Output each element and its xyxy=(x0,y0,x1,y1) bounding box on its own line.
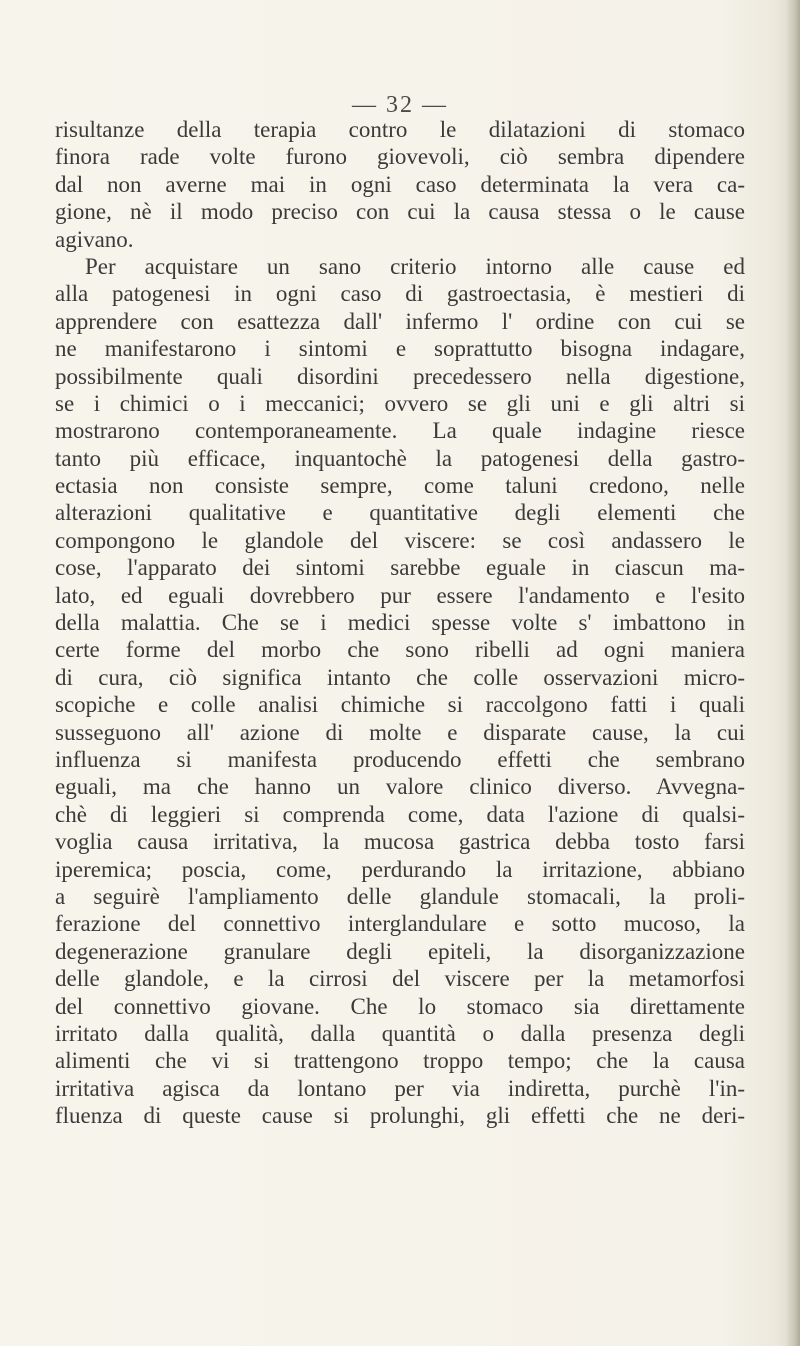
text-line: irritato dalla qualità, dalla quantità o dalla presenza degli xyxy=(55,1020,745,1046)
text-line: della malattia. Che se i medici spesse volte s' imbattono in xyxy=(55,610,745,636)
text-line: degenerazione granulare degli epiteli, la disorganizzazione xyxy=(55,938,745,964)
text-line: delle glandole, e la cirrosi del viscere per la metamorfosi xyxy=(55,966,745,992)
text-line: certe forme del morbo che sono ribelli ad ogni maniera xyxy=(55,637,745,663)
text-line: del connettivo giovane. Che lo stomaco sia direttamente xyxy=(55,993,745,1019)
body-text xyxy=(55,116,745,1129)
text-line: irritativa agisca da lontano per via indiretta, purchè l'in- xyxy=(55,1075,745,1101)
text-line: gione, nè il modo preciso con cui la causa stessa o le cause xyxy=(55,199,745,225)
text-line: fluenza di queste cause si prolunghi, gli effetti che ne deri- xyxy=(55,1103,745,1129)
text-line: lato, ed eguali dovrebbero pur essere l'andamento e l'esito xyxy=(55,582,745,608)
text-line: dal non averne mai in ogni caso determinata la vera ca- xyxy=(55,171,745,197)
text-line: voglia causa irritativa, la mucosa gastrica debba tosto farsi xyxy=(55,829,745,855)
text-line: ferazione del connettivo interglandulare e sotto mucoso, la xyxy=(55,911,745,937)
text-line: alimenti che vi si trattengono troppo tempo; che la causa xyxy=(55,1048,745,1074)
text-line: a seguirè l'ampliamento delle glandule stomacali, la proli- xyxy=(55,883,745,909)
text-line: mostrarono contemporaneamente. La quale indagine riesce xyxy=(55,418,745,444)
text-line: Per acquistare un sano criterio intorno alle cause ed xyxy=(85,253,745,279)
text-line: risultanze della terapia contro le dilatazioni di stomaco xyxy=(55,117,745,142)
text-line: se i chimici o i meccanici; ovvero se gli uni e gli altri si xyxy=(55,390,745,416)
text-line: cose, l'apparato dei sintomi sarebbe eguale in ciascun ma- xyxy=(55,555,745,581)
text-line: possibilmente quali disordini precedessero nella digestione, xyxy=(55,363,745,389)
text-line: agivano. xyxy=(55,226,134,252)
text-line: chè di leggieri si comprenda come, data l'azione di qualsi- xyxy=(55,801,745,827)
text-line: finora rade volte furono giovevoli, ciò sembra dipendere xyxy=(55,144,745,170)
text-line: scopiche e colle analisi chimiche si raccolgono fatti i quali xyxy=(55,692,745,718)
text-line: eguali, ma che hanno un valore clinico diverso. Avvegna- xyxy=(55,774,745,800)
text-line: iperemica; poscia, come, perdurando la irritazione, abbiano xyxy=(55,856,745,882)
text-line: alla patogenesi in ogni caso di gastroectasia, è mestieri di xyxy=(55,281,745,307)
page-edge-shadow xyxy=(786,0,800,1346)
text-line: tanto più efficace, inquantochè la patogenesi della gastro- xyxy=(55,445,745,471)
text-line: susseguono all' azione di molte e disparate cause, la cui xyxy=(55,719,745,745)
text-line: alterazioni qualitative e quantitative degli elementi che xyxy=(55,500,745,526)
text-line: influenza si manifesta producendo effetti che sembrano xyxy=(55,746,745,772)
text-line: ectasia non consiste sempre, come taluni credono, nelle xyxy=(55,473,745,499)
text-line: compongono le glandole del viscere: se così andassero le xyxy=(55,527,745,553)
page-number: — 32 — xyxy=(352,92,448,118)
text-line: apprendere con esattezza dall' infermo l' ordine con cui se xyxy=(55,308,745,334)
text-line: di cura, ciò significa intanto che colle osservazioni micro- xyxy=(55,664,745,690)
text-line: ne manifestarono i sintomi e soprattutto bisogna indagare, xyxy=(55,336,745,362)
